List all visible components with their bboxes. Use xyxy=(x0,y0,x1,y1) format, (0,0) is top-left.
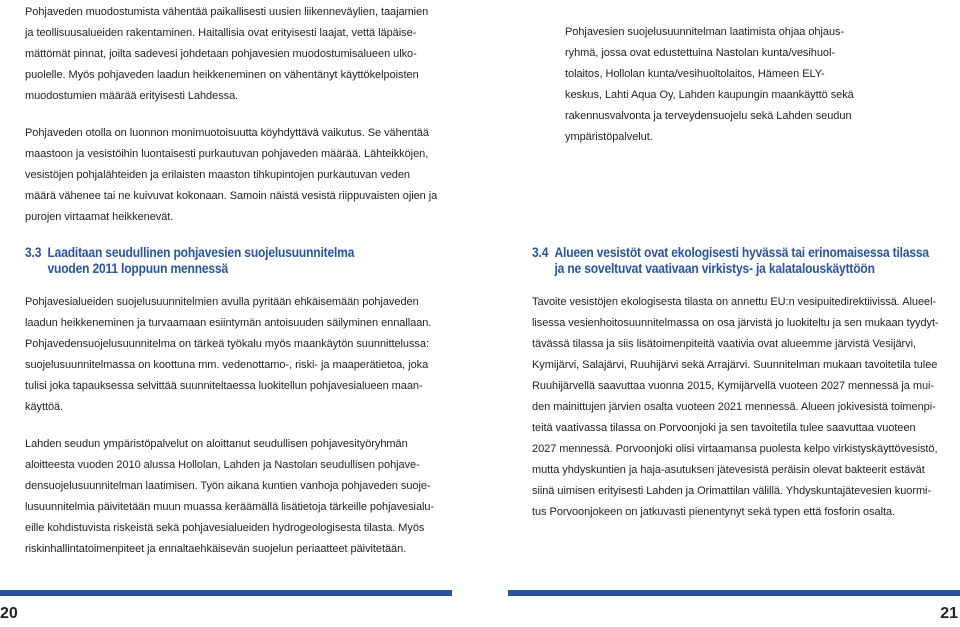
left-second-paragraph: Pohjaveden otolla on luonnon monimuotoisuutta köyhdyttävä vaikutus. Se vähentää maastoon ja vesistöihin luontaisesti purkautuvan pohjaveden määrää. Lähteikköjen, vesistöjen pohjalähteiden ja erilaisten maaston tihkupintojen purkautuvan veden määrä vähenee tai ne kuivuvat kokonaan. Samoin näistä vesistä riippuvaisten ojien ja purojen virtaamat heikkenevät. xyxy=(25,127,438,223)
page-number-right: 21 xyxy=(940,605,958,622)
section-3-4-paragraph: Tavoite vesistöjen ekologisesta tilasta on annettu EU:n vesipuitedirektiivissä. Alueel- lisessa vesienhoitosuunnitelmassa on osa järvistä jo luokiteltu ja sen mukaan tyydyt- tävässä tilassa ja siis lisätoimenpiteitä vaativia ovat alueemme järvistä Vesijärvi, Kymijärvi, Salajärvi, Ruuhijärvi sekä Arrajärvi. Suunnitelman mukaan tavoitetila tulee Ruuhijärvellä saavuttaa vuonna 2015, Kymijärvellä vuoteen 2027 mennessä ja mui- den mainittujen järvien osalta vuoteen 2021 mennessä. Alueen jokivesistä toimenpi- teitä vaativassa tilassa on Porvoonjoki ja sen tavoitetila tulee saavuttaa vuoteen 2027 mennessä. Porvoonjoki olisi virtaamansa puolesta kelpo virkistyskäyttövesistö, mutta yhdyskuntien ja haja-asutuksen jätevesistä peräisin olevat bakteerit estävät siinä uimisen erityisesti Lahden ja Orimattilan välillä. Yhdyskuntajätevesien kuormi- tus Porvoonjokeen on jatkuvasti pienentynyt sekä typen että fosforin osalta. xyxy=(532,296,939,518)
section-number: 3.3 xyxy=(25,245,42,260)
section-3-4-heading xyxy=(532,245,946,277)
section-3-3-heading xyxy=(25,245,421,277)
left-intro-column xyxy=(25,2,438,228)
section-title-line1: Laaditaan seudullinen pohjavesien suojelusuunnitelma xyxy=(47,245,355,260)
footer-rule-left xyxy=(0,590,452,596)
section-3-4-body xyxy=(532,292,942,523)
page-number-left: 20 xyxy=(0,605,18,622)
right-intro-paragraph: Pohjavesien suojelusuunnitelman laatimista ohjaa ohjaus- ryhmä, jossa ovat edustettuina Nastolan kunta/vesihuol- tolaitos, Hollolan kunta/vesihuoltolaitos, Hämeen ELY- keskus, Lahti Aqua Oy, Lahden kaupungin maankäyttö sekä rakennusvalvonta ja terveydensuojelu sekä Lahden seudun ympäristöpalvelut. xyxy=(565,26,854,143)
section-title-line2: ja ne soveltuvat vaativaan virkistys- ja kalatalouskäyttöön xyxy=(554,261,875,276)
left-intro-paragraph: Pohjaveden muodostumista vähentää paikallisesti uusien liikenneväylien, taajamien ja teollisuusalueiden rakentaminen. Haitallisia ovat erityisesti laajat, vettä läpäise- mättömät pinnat, joilta sadevesi johdetaan pohjavesien muodostumisalueen ulko- puolelle. Myös pohjaveden laadun heikkeneminen on vähentänyt käyttökelpoisten muodostumien määrää erityisesti Lahdessa. xyxy=(25,6,429,102)
section-number: 3.4 xyxy=(532,245,549,260)
footer-rule-right xyxy=(508,590,960,596)
section-3-3-paragraph-2: Lahden seudun ympäristöpalvelut on aloittanut seudullisen pohjavesityöryhmän aloitteesta vuoden 2010 alussa Hollolan, Lahden ja Nastolan seudullisen pohjave- densuojelusuunnitelman laatimisen. Työn aikana kuntien vanhoja pohjaveden suoje- lusuunnitelmia päivitetään muun muassa keräämällä lisätietoja tärkeille pohjavesialu- eille kohdistuvista riskeistä sekä pohjavesialueiden hydrogeologisesta tilasta. Myös riskinhallintatoimenpiteet ja ennaltaehkäisevän suojelun periaatteet päivitetään. xyxy=(25,438,435,555)
section-3-3-paragraph-1: Pohjavesialueiden suojelusuunnitelmien avulla pyritään ehkäisemään pohjaveden laadun heikkeneminen ja turvaamaan esiintymän antoisuuden säilyminen ennallaan. Pohjavedensuojelusuunnitelma on tärkeä työkalu myös maankäytön suunnittelussa: suojelusuunnitelmassa on koottuna mm. vedenottamo-, riski- ja maaperätietoa, joka tulisi joka tapauksessa selvittää suunniteltaessa luokitellun pohjavesialueen maan- käyttöä. xyxy=(25,296,432,413)
paragraph-gap xyxy=(25,418,425,434)
section-3-3-body xyxy=(25,292,435,560)
section-title-line1: Alueen vesistöt ovat ekologisesti hyvässä tai erinomaisessa tilassa xyxy=(554,245,929,260)
paragraph-gap xyxy=(25,107,425,123)
right-intro-column xyxy=(565,22,945,148)
section-title-line2: vuoden 2011 loppuun mennessä xyxy=(47,261,228,276)
